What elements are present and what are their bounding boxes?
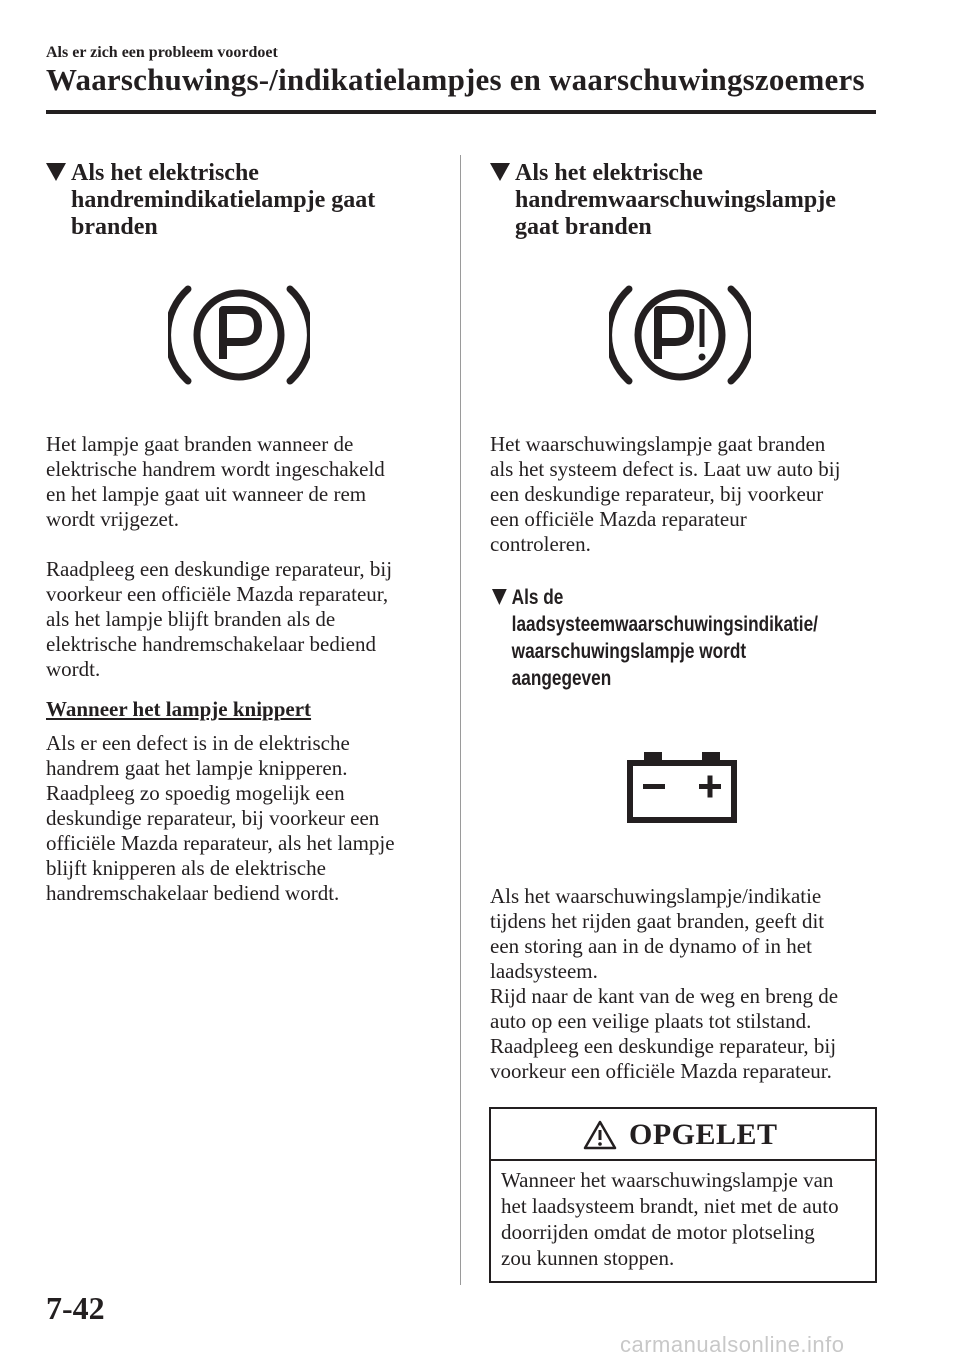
text-line: handrem gaat het lampje knipperen.: [46, 756, 348, 780]
right-paragraph-2: [490, 884, 890, 1084]
text-line: doorrijden omdat de motor plotseling: [501, 1220, 815, 1244]
text-line: Als er een defect is in de elektrische: [46, 731, 350, 755]
text-line: tijdens het rijden gaat branden, geeft dit: [490, 909, 825, 933]
heading-line: Als het elektrische: [71, 160, 259, 186]
page-heading: Waarschuwings-/indikatielampjes en waarschuwingszoemers: [46, 62, 865, 97]
subheading-line: waarschuwingslampje wordt: [511, 640, 747, 663]
text-line: een deskundige reparateur, bij voorkeur: [490, 482, 824, 506]
heading-line: branden: [71, 214, 158, 240]
text-line: een storing aan in de dynamo of in het: [490, 934, 812, 958]
subheading-line: aangegeven: [511, 667, 612, 690]
text-line: wordt.: [46, 657, 101, 681]
text-line: Als het waarschuwingslampje/indikatie: [490, 884, 822, 908]
text-line: controleren.: [490, 532, 591, 556]
text-line: Raadpleeg een deskundige reparateur, bij: [46, 557, 393, 581]
caution-title: OPGELET: [629, 1118, 778, 1151]
text-line: auto op een veilige plaats tot stilstand.: [490, 1009, 812, 1033]
text-line: Raadpleeg een deskundige reparateur, bij: [490, 1034, 837, 1058]
battery-icon: [626, 752, 738, 824]
text-line: handremschakelaar bediend wordt.: [46, 881, 340, 905]
text-line: een officiële Mazda reparateur: [490, 507, 747, 531]
text-line: Raadpleeg zo spoedig mogelijk een: [46, 781, 345, 805]
left-paragraph-1: [46, 432, 446, 532]
text-line: laadsysteem.: [490, 959, 598, 983]
text-line: en het lampje gaat uit wanneer de rem: [46, 482, 367, 506]
text-line: voorkeur een officiële Mazda reparateur.: [490, 1059, 832, 1083]
right-section-heading: [490, 160, 890, 241]
left-paragraph-3: [46, 731, 446, 906]
subheading-line: Als de: [511, 586, 564, 609]
text-line: elektrische handrem wordt ingeschakeld: [46, 457, 385, 481]
heading-line: gaat branden: [515, 214, 652, 240]
text-line: blijft knipperen als de elektrische: [46, 856, 326, 880]
text-line: Het lampje gaat branden wanneer de: [46, 432, 354, 456]
column-divider: [460, 155, 461, 1285]
heading-line: handremindikatielampje gaat: [71, 187, 376, 213]
text-line: Rijd naar de kant van de weg en breng de: [490, 984, 839, 1008]
parking-brake-warning-icon: [609, 282, 751, 388]
text-line: het laadsysteem brandt, niet met de auto: [501, 1194, 839, 1218]
warning-triangle-icon: [583, 1120, 617, 1150]
watermark: carmanualsonline.info: [620, 1332, 845, 1357]
triangle-bullet-icon: [492, 589, 507, 605]
page-number: 7-42: [46, 1290, 105, 1326]
left-subheading: Wanneer het lampje knippert: [46, 697, 312, 721]
right-subheading: [492, 584, 869, 692]
heading-line: handremwaarschuwingslampje: [515, 187, 836, 213]
triangle-bullet-icon: [490, 163, 510, 181]
left-section-heading: [46, 160, 446, 241]
text-line: als het lampje blijft branden als de: [46, 607, 336, 631]
caution-text: [501, 1167, 869, 1271]
right-paragraph-1: [490, 432, 890, 557]
section-label: Als er zich een probleem voordoet: [46, 44, 278, 61]
triangle-bullet-icon: [46, 163, 66, 181]
text-line: elektrische handremschakelaar bediend: [46, 632, 377, 656]
text-line: officiële Mazda reparateur, als het lampje: [46, 831, 395, 855]
text-line: deskundige reparateur, bij voorkeur een: [46, 806, 380, 830]
caution-box: [489, 1107, 877, 1283]
heading-line: Als het elektrische: [515, 160, 703, 186]
subheading-line: laadsysteemwaarschuwingsindikatie/: [511, 613, 818, 636]
text-line: wordt vrijgezet.: [46, 507, 179, 531]
text-line: zou kunnen stoppen.: [501, 1246, 675, 1270]
parking-brake-indicator-icon: [168, 282, 310, 388]
left-paragraph-2: [46, 557, 446, 682]
text-line: voorkeur een officiële Mazda reparateur,: [46, 582, 389, 606]
text-line: Wanneer het waarschuwingslampje van: [501, 1168, 834, 1192]
text-line: als het systeem defect is. Laat uw auto bij: [490, 457, 841, 481]
caution-header: [491, 1109, 875, 1161]
text-line: Het waarschuwingslampje gaat branden: [490, 432, 826, 456]
header-rule: [46, 110, 876, 114]
